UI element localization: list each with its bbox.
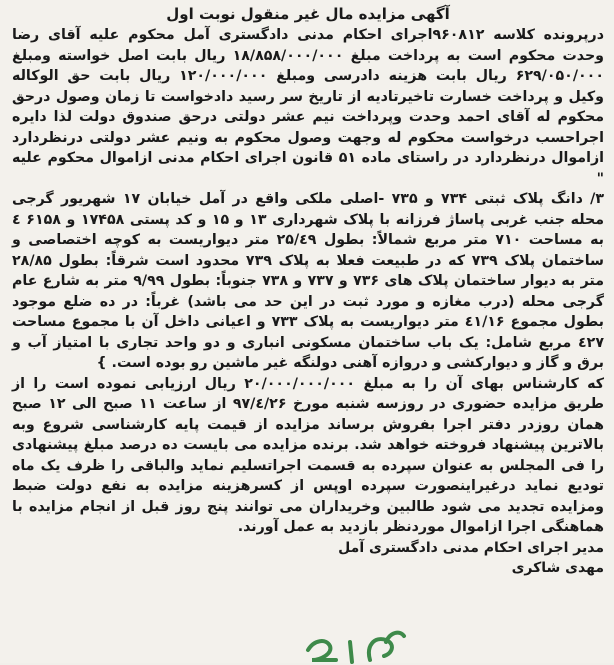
- notice-paragraph-case: درپرونده کلاسه ۹۶۰۸۱۲اجرای احکام مدنی دادگستری آمل محکوم علیه آقای رضا وحدت محکوم است به پرداخت مبلغ ۱۸/۸۵۸/۰۰۰/۰۰۰ ریال بابت اصل خواسته ومبلغ ۶۲۹/۰۵۰/۰۰۰ ریال بابت هزینه دادرسی ومبلغ ۱۲۰/۰۰۰/۰۰۰ ریال بابت حق الوکاله وکیل و پرداخت خسارت تاخیرتادیه از تاریخ سر رسید دادخواست تا زمان وصول درحق محکوم له آقای احمد وحدت وپرداخت نیم عشر دولتی درحق صندوق دولت لذا دایره اجراحسب درخواست محکوم له وجهت وصول محکوم به ونیم عشر دولتی درنظردارد ازاموال درنظردارد در راستای ماده ۵۱ قانون اجرای احکام مدنی ازاموال محکوم علیه ": [12, 27, 604, 187]
- notice-paragraph-auction-terms: که کارشناس بهای آن را به مبلغ ۲۰/۰۰۰/۰۰۰/۰۰۰ ریال ارزیابی نموده است را از طریق مزایده حضوری در روزسه شنبه مورخ ۹۷/٤/۲۶ از ساعت ۱۱ صبح الی ۱۲ صبح همان روزدر دفتر اجرا بفروش برساند مزایده از قیمت پایه کارشناسی شروع وبه بالاترین پیشنهاد فروخته خواهد شد. برنده مزایده می بایست ده درصد مبلغ پیشنهادی را فی المجلس به عنوان سپرده به قسمت اجراتسلیم نماید والباقی را ظرف یک ماه تودیع نماید درغیراینصورت سپرده اوپس از کسرهزینه مزایده به نفع دولت ضبط ومزایده تجدید می شود طالبین وخریداران می توانند پنج روز قبل از انجام مزایده با هماهنگی اجرا ازاموال موردنظر بازدید به عمل آورند.: [12, 375, 604, 535]
- signature-name: مهدی شاکری: [511, 559, 604, 576]
- signature-title: مدیر اجرای احکام مدنی دادگستری آمل: [338, 539, 604, 556]
- handwritten-number-mark: [300, 620, 410, 665]
- notice-title: آگهی مزایده مال غیر منقول نوبت اول: [166, 5, 450, 23]
- notice-paragraph-property: ۳/ دانگ پلاک ثبتی ۷۳۴ و ۷۳۵ -اصلی ملکی واقع در آمل خیابان ۱۷ شهریور گرجی محله جنب غربی پاساژ فرزانه با پلاک شهرداری ۱۳ و ۱۵ و کد پستی ۱۷۴۵۸ و ۶۱۵۸ ٤ به مساحت ۷۱۰ متر مربع شمالاً: بطول ۲۵/٤۹ متر دیواریست به کوچه اختصاصی و ساختمان پلاک ۷۳۹ که در طبیعت فعلا به پلاک ۷۳۹ محدود است شرقاً: بطول ۲۸/۸۵ متر به دیوار ساختمان پلاک های ۷۳۶ و ۷۳۷ و ۷۳۸ جنوباً: بطول ۹/۹۹ متر به شارع عام گرجی محله (درب مغازه و مورد ثبت در این حد می باشد) غرباً: در ده ضلع موجود بطول مجموع ٤۱/۱۶ متر دیواریست به پلاک ۷۳۳ و اعیانی داخل آن با مجموع مساحت ٤۲۷ مربع شامل: یک باب ساختمان مسکونی انباری و دو واحد تجاری با امتیاز آب و برق و گاز و دیوارکشی و دروازه آهنی دولنگه غیر ماشین رو بوده است. }: [12, 191, 605, 371]
